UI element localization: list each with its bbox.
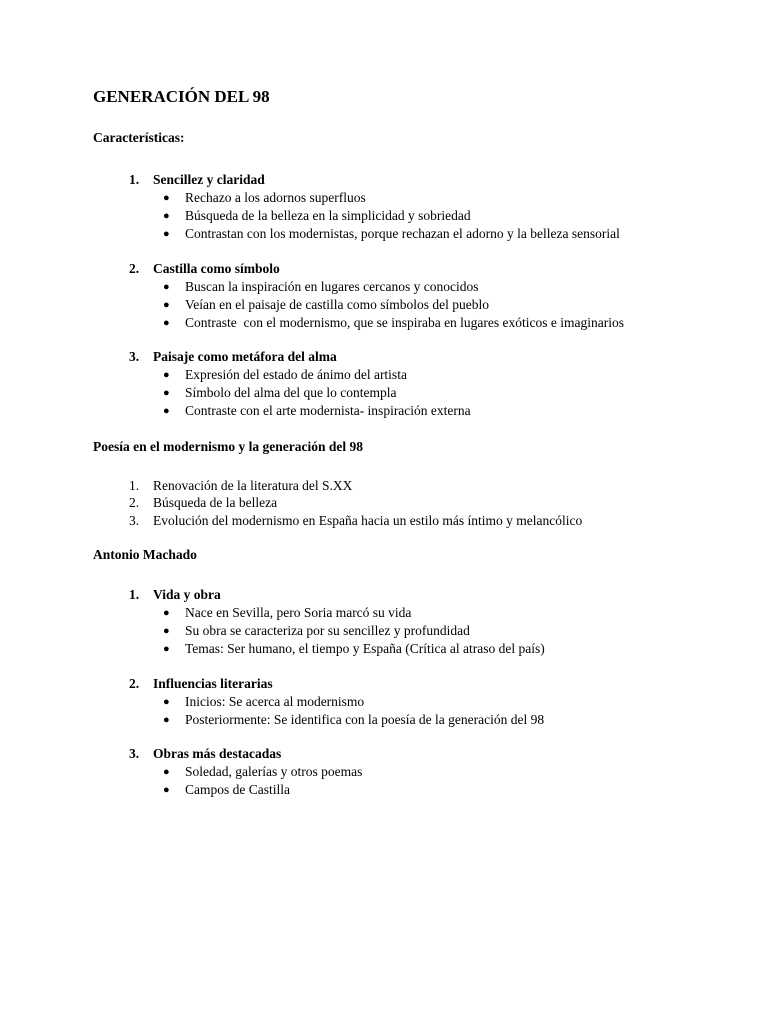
list-number: 1.	[129, 172, 140, 187]
list-number: 1.	[129, 587, 140, 602]
bullet-icon: ●	[163, 317, 170, 329]
machado-heading: Antonio Machado	[93, 547, 197, 562]
bullet-icon: ●	[163, 369, 170, 381]
list-item: Campos de Castilla	[185, 782, 290, 797]
section-heading: Influencias literarias	[153, 676, 273, 691]
page-title: GENERACIÓN DEL 98	[93, 87, 270, 106]
list-item: Inicios: Se acerca al modernismo	[185, 694, 365, 709]
section-heading: Sencillez y claridad	[153, 172, 265, 187]
bullet-icon: ●	[163, 714, 170, 726]
section-heading: Vida y obra	[153, 587, 221, 602]
poesia-heading: Poesía en el modernismo y la generación del 98	[93, 439, 363, 454]
bullet-icon: ●	[163, 784, 170, 796]
list-item: Renovación de la literatura del S.XX	[153, 478, 353, 493]
list-item: Nace en Sevilla, pero Soria marcó su vida	[185, 605, 412, 620]
list-item: Posteriormente: Se identifica con la poesía de la generación del 98	[185, 712, 545, 727]
list-number: 2.	[129, 495, 140, 510]
bullet-icon: ●	[163, 228, 170, 240]
list-item: Contrastan con los modernistas, porque rechazan el adorno y la belleza sensorial	[185, 226, 620, 241]
bullet-icon: ●	[163, 405, 170, 417]
bullet-icon: ●	[163, 192, 170, 204]
list-item: Buscan la inspiración en lugares cercanos y conocidos	[185, 279, 479, 294]
bullet-icon: ●	[163, 625, 170, 637]
section-heading: Paisaje como metáfora del alma	[153, 349, 337, 364]
section-heading: Obras más destacadas	[153, 746, 282, 761]
section-heading: Castilla como símbolo	[153, 261, 280, 276]
bullet-icon: ●	[163, 281, 170, 293]
list-item: Temas: Ser humano, el tiempo y España (Crítica al atraso del país)	[185, 641, 545, 656]
bullet-icon: ●	[163, 643, 170, 655]
bullet-icon: ●	[163, 766, 170, 778]
bullet-icon: ●	[163, 696, 170, 708]
list-item: Expresión del estado de ánimo del artista	[185, 367, 407, 382]
list-item: Contraste con el modernismo, que se inspiraba en lugares exóticos e imaginarios	[185, 315, 625, 330]
list-item: Búsqueda de la belleza en la simplicidad y sobriedad	[185, 208, 471, 223]
list-item: Evolución del modernismo en España hacia un estilo más íntimo y melancólico	[153, 513, 583, 528]
list-item: Veían en el paisaje de castilla como símbolos del pueblo	[185, 297, 490, 312]
bullet-icon: ●	[163, 607, 170, 619]
list-number: 3.	[129, 349, 140, 364]
list-number: 2.	[129, 261, 140, 276]
list-item: Contraste con el arte modernista- inspiración externa	[185, 403, 471, 418]
list-number: 3.	[129, 746, 140, 761]
caracteristicas-heading: Características:	[93, 130, 185, 145]
list-item: Soledad, galerías y otros poemas	[185, 764, 363, 779]
list-number: 3.	[129, 513, 140, 528]
list-item: Símbolo del alma del que lo contempla	[185, 385, 397, 400]
bullet-icon: ●	[163, 387, 170, 399]
bullet-icon: ●	[163, 299, 170, 311]
list-number: 2.	[129, 676, 140, 691]
list-item: Su obra se caracteriza por su sencillez y profundidad	[185, 623, 470, 638]
list-item: Rechazo a los adornos superfluos	[185, 190, 366, 205]
list-item: Búsqueda de la belleza	[153, 495, 278, 510]
bullet-icon: ●	[163, 210, 170, 222]
list-number: 1.	[129, 478, 140, 493]
